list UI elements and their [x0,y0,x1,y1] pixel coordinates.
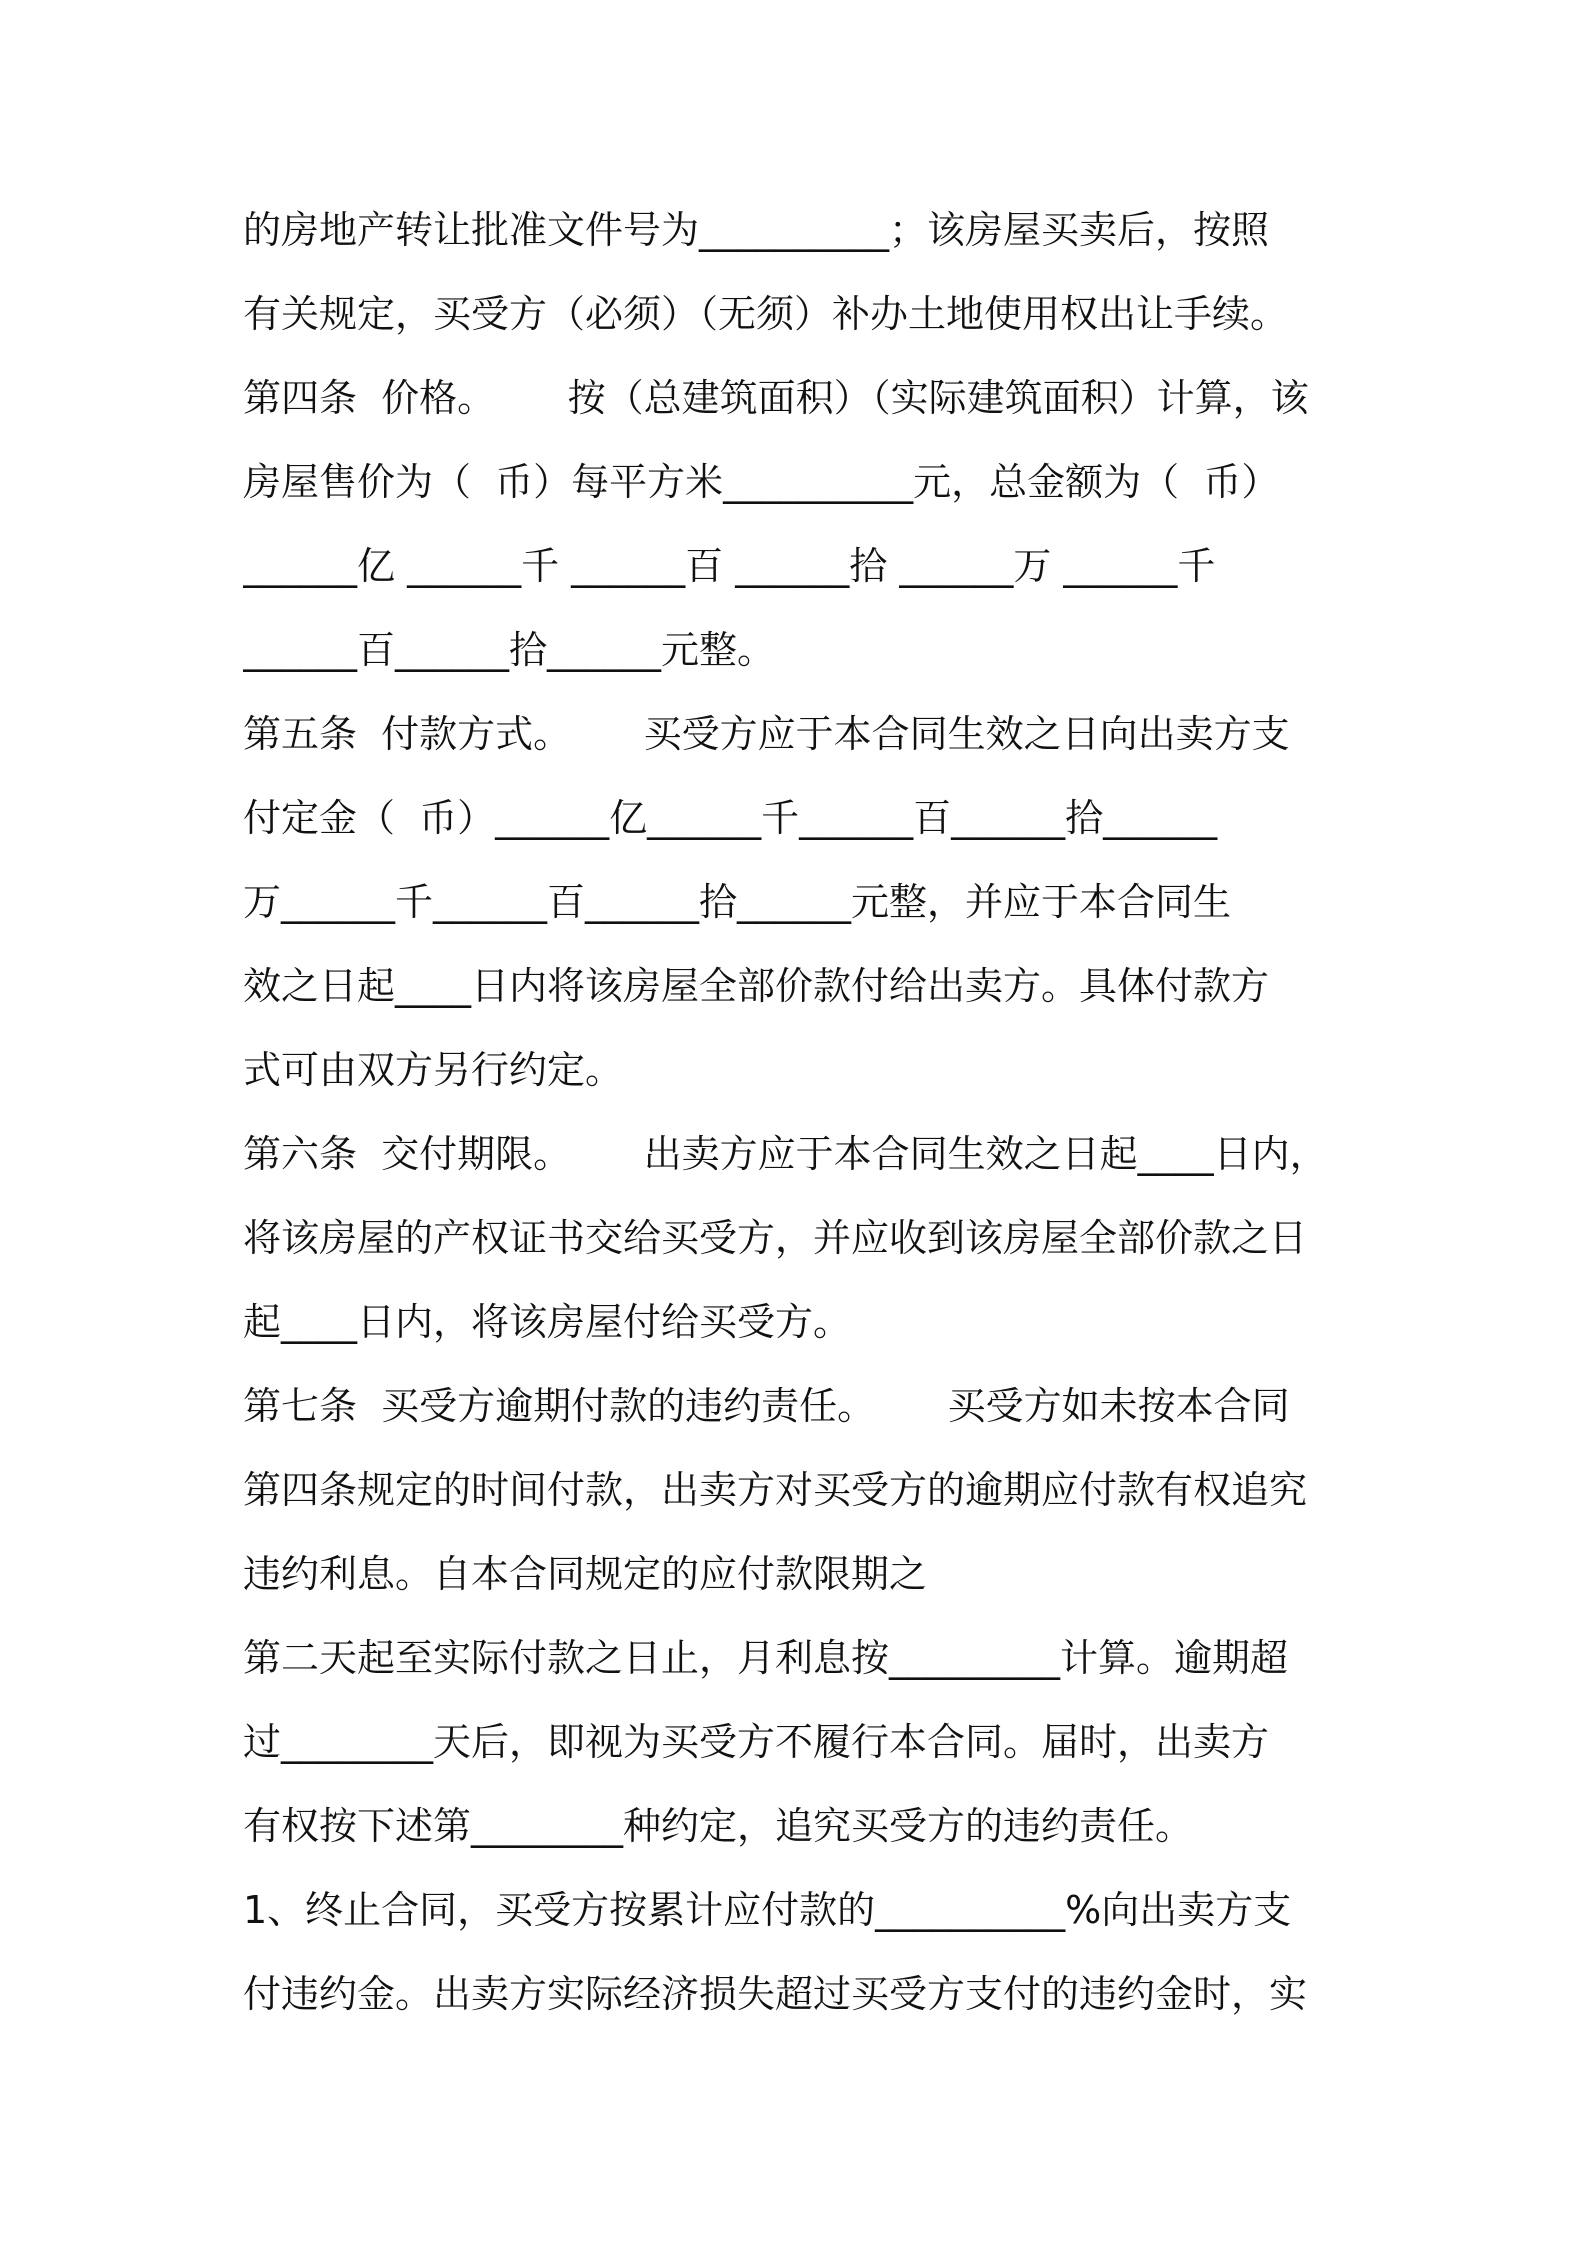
text-line: 房屋售价为（ 币）每平方米__________元，总金额为（ 币） [243,460,1280,504]
text-line: 付违约金。出卖方实际经济损失超过买受方支付的违约金时，实 [243,1972,1308,2016]
text-line: 式可由双方另行约定。 [243,1048,624,1092]
text-line: 第六条 交付期限。 出卖方应于本合同生效之日起____日内， [243,1132,1328,1176]
text-line: 过________天后，即视为买受方不履行本合同。届时，出卖方 [243,1720,1270,1764]
text-line: 1、终止合同，买受方按累计应付款的__________%向出卖方支 [243,1888,1292,1932]
text-line: 第五条 付款方式。 买受方应于本合同生效之日向出卖方支 [243,712,1290,756]
text-line: 第二天起至实际付款之日止，月利息按_________计算。逾期超 [243,1636,1289,1680]
text-line: 万______千______百______拾______元整，并应于本合同生 [243,880,1232,924]
text-line: 第七条 买受方逾期付款的违约责任。 买受方如未按本合同 [243,1384,1290,1428]
text-line: 第四条 价格。 按（总建筑面积）（实际建筑面积）计算，该 [243,376,1309,420]
text-line: 第四条规定的时间付款，出卖方对买受方的逾期应付款有权追究 [243,1468,1308,1512]
text-line: 付定金（ 币）______亿______千______百______拾______ [243,796,1218,840]
text-line: 将该房屋的产权证书交给买受方，并应收到该房屋全部价款之日 [243,1216,1308,1260]
text-line: ______百______拾______元整。 [243,628,776,672]
text-line: ______亿 ______千 ______百 ______拾 ______万 ______千 [243,544,1216,588]
text-line: 有关规定，买受方（必须）（无须）补办土地使用权出让手续。 [243,292,1289,336]
text-line: 起____日内，将该房屋付给买受方。 [243,1300,852,1344]
text-line: 违约利息。自本合同规定的应付款限期之 [243,1552,928,1596]
text-line: 效之日起____日内将该房屋全部价款付给出卖方。具体付款方 [243,964,1270,1008]
text-line: 有权按下述第________种约定，追究买受方的违约责任。 [243,1804,1194,1848]
text-line: 的房地产转让批准文件号为__________；该房屋买卖后，按照 [243,208,1270,252]
